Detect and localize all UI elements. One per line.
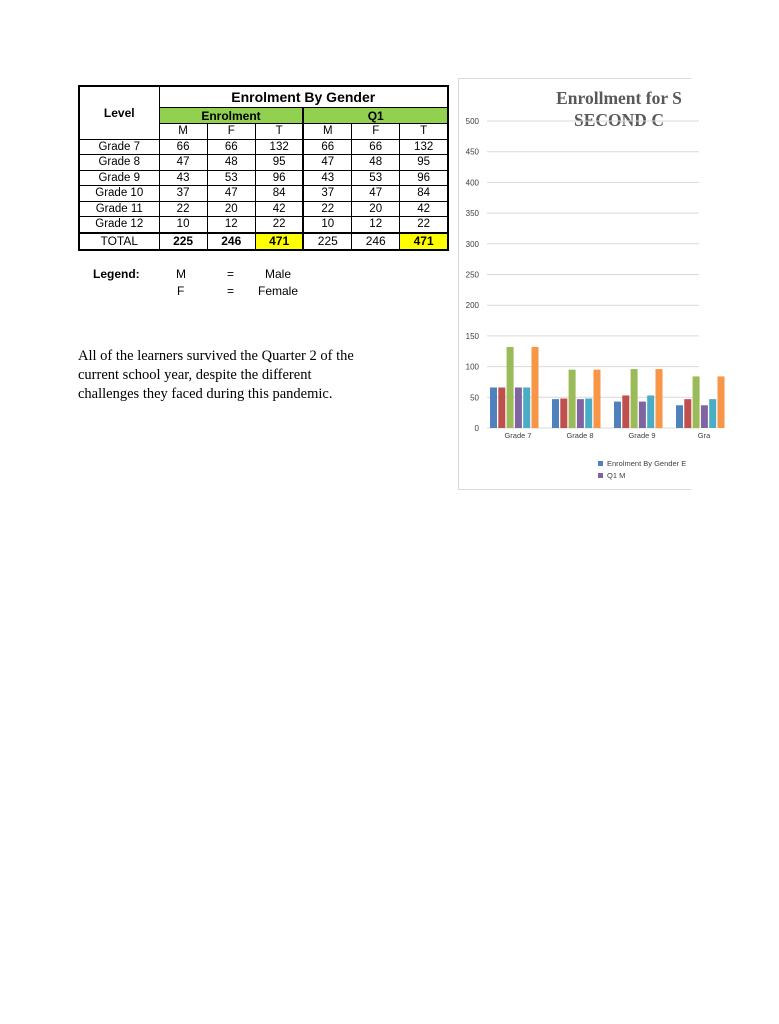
bar: [498, 387, 505, 428]
cell: 22: [303, 201, 351, 217]
y-tick-label: 500: [465, 117, 479, 126]
cell: 47: [207, 186, 255, 202]
cell: 66: [303, 139, 351, 155]
y-tick-label: 100: [465, 362, 479, 372]
y-tick-label: 250: [465, 270, 479, 280]
cell: 20: [207, 201, 255, 217]
level-header: Level: [79, 86, 159, 139]
x-category-label: Grade 7: [504, 431, 532, 440]
cell: 96: [400, 170, 448, 186]
legend-swatch: [598, 461, 603, 466]
cell: 22: [159, 201, 207, 217]
bar: [507, 347, 514, 428]
bar: [614, 402, 621, 428]
bar: [594, 370, 601, 428]
legend-equals: =: [227, 267, 235, 281]
remark-paragraph: All of the learners survived the Quarter 2 of the current school year, despite the different challenges they faced during this pandemic.: [78, 348, 354, 402]
x-category-label: Grade 9: [628, 431, 656, 440]
bar: [631, 369, 638, 428]
y-tick-label: 50: [470, 393, 479, 403]
sub-header: T: [255, 124, 303, 140]
bar: [639, 402, 646, 428]
bar: [656, 369, 663, 428]
cell: 47: [159, 155, 207, 171]
y-tick-label: 400: [465, 178, 479, 188]
sub-header: M: [159, 124, 207, 140]
cell: 47: [303, 155, 351, 171]
cell: 12: [352, 217, 400, 233]
cell: 95: [255, 155, 303, 171]
legend-swatch: [598, 473, 603, 478]
group-header-q1: Q1: [303, 108, 448, 124]
total-cell-highlight: 471: [400, 233, 448, 250]
cell: 84: [255, 186, 303, 202]
cell: 48: [207, 155, 255, 171]
table-row: [79, 155, 448, 171]
bar: [684, 399, 691, 428]
y-tick-label: 350: [465, 209, 479, 219]
bar: [676, 405, 683, 428]
legend-meaning: Female: [258, 284, 299, 298]
legend-entry: Enrolment By Gender E: [607, 459, 687, 468]
cell: 66: [159, 139, 207, 155]
bar: [622, 395, 629, 428]
cell: 53: [352, 170, 400, 186]
chart-plot-area: [459, 79, 711, 489]
enrolment-table: [78, 85, 449, 251]
sub-header: T: [400, 124, 448, 140]
row-level: Grade 10: [79, 186, 159, 202]
bar: [532, 347, 539, 428]
cell: 48: [352, 155, 400, 171]
legend-code: F: [177, 284, 185, 298]
cell: 66: [352, 139, 400, 155]
legend-entry: Q1 M: [607, 471, 626, 480]
bar: [693, 376, 700, 428]
x-category-label: Grade 8: [566, 431, 594, 440]
enrollment-chart: [458, 78, 711, 490]
legend-equals: =: [227, 284, 235, 298]
cell: 53: [207, 170, 255, 186]
cell: 37: [159, 186, 207, 202]
row-level: Grade 11: [79, 201, 159, 217]
total-cell: 225: [159, 233, 207, 250]
row-level: Grade 7: [79, 139, 159, 155]
total-label: TOTAL: [79, 233, 159, 250]
bar: [515, 387, 522, 428]
total-row: [79, 233, 448, 250]
cell: 20: [352, 201, 400, 217]
chart-title-line-2: SECOND C: [574, 110, 664, 130]
y-tick-label: 300: [465, 239, 479, 249]
chart-title-line-1: Enrollment for S: [556, 88, 682, 108]
cell: 84: [400, 186, 448, 202]
cell: 96: [255, 170, 303, 186]
cell: 132: [400, 139, 448, 155]
table-title: Enrolment By Gender: [159, 86, 448, 108]
row-level: Grade 12: [79, 217, 159, 233]
cell: 95: [400, 155, 448, 171]
bar: [552, 399, 559, 428]
bar: [523, 387, 530, 428]
cell: 43: [159, 170, 207, 186]
total-cell: 246: [352, 233, 400, 250]
bar: [701, 405, 708, 428]
table-row: [79, 217, 448, 233]
cell: 132: [255, 139, 303, 155]
sub-header: M: [303, 124, 351, 140]
total-cell: 225: [303, 233, 351, 250]
bar: [718, 376, 725, 428]
cell: 43: [303, 170, 351, 186]
bar: [585, 399, 592, 428]
row-level: Grade 9: [79, 170, 159, 186]
bar: [647, 395, 654, 428]
table-row: [79, 186, 448, 202]
x-category-label: Gra: [697, 431, 711, 440]
sub-header: F: [207, 124, 255, 140]
y-tick-label: 0: [474, 424, 479, 433]
total-cell-highlight: 471: [255, 233, 303, 250]
y-tick-label: 150: [465, 331, 479, 341]
bar: [569, 370, 576, 428]
sub-header: F: [352, 124, 400, 140]
row-level: Grade 8: [79, 155, 159, 171]
cell: 42: [255, 201, 303, 217]
legend-meaning: Male: [265, 267, 292, 281]
bar: [560, 399, 567, 428]
legend-label: Legend:: [93, 267, 140, 281]
bar: [577, 399, 584, 428]
cell: 22: [400, 217, 448, 233]
y-tick-label: 450: [465, 147, 479, 157]
cell: 10: [303, 217, 351, 233]
group-header-enrolment: Enrolment: [159, 108, 303, 124]
cell: 47: [352, 186, 400, 202]
table-row: [79, 139, 448, 155]
table-row: [79, 170, 448, 186]
cell: 10: [159, 217, 207, 233]
cell: 42: [400, 201, 448, 217]
y-tick-label: 200: [465, 301, 479, 311]
total-cell: 246: [207, 233, 255, 250]
cell: 12: [207, 217, 255, 233]
table-row: [79, 201, 448, 217]
legend-code: M: [176, 267, 186, 281]
bar: [709, 399, 716, 428]
cell: 37: [303, 186, 351, 202]
bar: [490, 387, 497, 428]
cell: 22: [255, 217, 303, 233]
cell: 66: [207, 139, 255, 155]
